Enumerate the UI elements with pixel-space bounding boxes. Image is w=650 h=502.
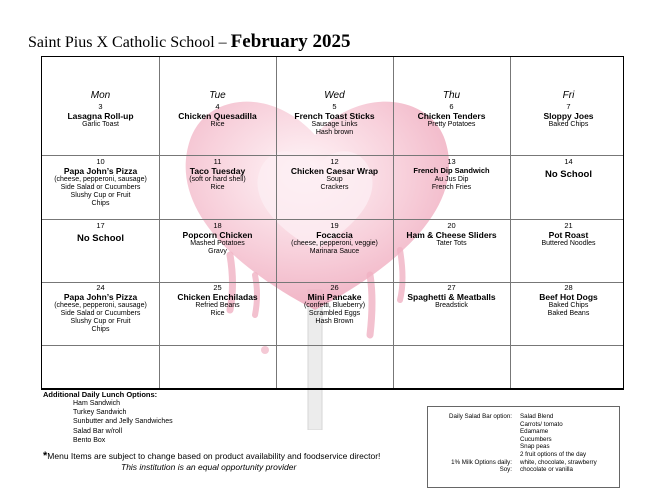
- entree: Mini Pancake: [307, 292, 362, 302]
- side-item: Hash brown: [315, 129, 354, 136]
- day-cell: [276, 103, 393, 137]
- day-cell: [42, 284, 159, 334]
- day-cell: [510, 158, 627, 180]
- list-item: Bento Box: [73, 436, 106, 444]
- entree: Taco Tuesday: [189, 166, 246, 176]
- equal-opportunity-statement: This institution is an equal opportunity provider: [121, 462, 297, 472]
- day-cell: [393, 158, 510, 192]
- list-item: Turkey Sandwich: [73, 409, 127, 417]
- additional-options-title: Additional Daily Lunch Options:: [43, 390, 158, 399]
- entree: Papa John’s Pizza: [63, 292, 138, 302]
- month-title: February 2025: [230, 31, 351, 52]
- entree: Chicken Tenders: [417, 111, 486, 121]
- side-item: Garlic Toast: [82, 121, 119, 128]
- no-school-label: No School: [77, 233, 124, 244]
- entree: Ham & Cheese Sliders: [406, 230, 497, 240]
- day-cell: [276, 284, 393, 326]
- day-number: 7: [566, 102, 571, 111]
- salad-bar-box: [427, 406, 620, 488]
- dayname-mon: Mon: [90, 90, 111, 101]
- entree: Sloppy Joes: [543, 111, 594, 121]
- page-title: [28, 31, 350, 53]
- side-item: Mashed Potatoes: [190, 240, 245, 247]
- salad-item: Cucumbers: [520, 435, 552, 443]
- day-number: 13: [447, 157, 456, 166]
- day-number: 14: [564, 157, 573, 166]
- side-item: Side Salad or Cucumbers: [60, 310, 141, 317]
- milk-label: 1% Milk Options daily:: [451, 458, 512, 466]
- note-text: Menu Items are subject to change based on product availability and foodservice director!: [47, 451, 381, 461]
- side-item: Soup: [326, 176, 343, 183]
- day-cell: [159, 284, 276, 318]
- day-number: 26: [330, 283, 339, 292]
- day-cell: [276, 158, 393, 192]
- side-item: Breadstick: [435, 302, 468, 309]
- list-item: Ham Sandwich: [73, 400, 121, 407]
- entree: Spaghetti & Meatballs: [407, 292, 496, 302]
- entree: Popcorn Chicken: [182, 230, 253, 240]
- day-number: 4: [215, 102, 220, 111]
- day-cell: [159, 222, 276, 256]
- side-item: Refried Beans: [195, 302, 240, 309]
- day-number: 10: [96, 157, 105, 166]
- day-cell: [393, 284, 510, 310]
- side-item: Rice: [210, 310, 225, 317]
- entree: Pot Roast: [548, 230, 589, 240]
- day-cell: [159, 158, 276, 192]
- entree: Beef Hot Dogs: [539, 292, 598, 302]
- dayname-wed: Wed: [324, 90, 345, 101]
- dayname-thu: Thu: [442, 90, 461, 101]
- day-number: 27: [447, 283, 456, 292]
- day-number: 5: [332, 102, 337, 111]
- side-item: Sausage Links: [311, 121, 358, 128]
- day-number: 24: [96, 283, 105, 292]
- side-item: Chips: [91, 200, 110, 207]
- entree: Chicken Quesadilla: [178, 111, 257, 121]
- entree: French Toast Sticks: [294, 111, 375, 121]
- entree: Lasagna Roll-up: [67, 111, 134, 121]
- day-cell: [42, 158, 159, 208]
- menu-change-note: [43, 450, 380, 462]
- asterisk: *: [43, 450, 48, 462]
- day-number: 20: [447, 221, 456, 230]
- day-number: 6: [449, 102, 454, 111]
- side-item: Baked Chips: [548, 302, 589, 309]
- side-item: (confetti, Blueberry): [303, 302, 366, 309]
- salad-bar-label: Daily Salad Bar option:: [449, 413, 512, 420]
- side-item: Side Salad or Cucumbers: [60, 184, 141, 191]
- soy-value: chocolate or vanilla: [520, 466, 573, 474]
- side-item: Pretty Potatoes: [427, 121, 476, 128]
- dayname-tue: Tue: [209, 90, 226, 101]
- side-item: Rice: [210, 121, 225, 128]
- side-item: (cheese, pepperoni, sausage): [54, 302, 147, 309]
- day-cell: [510, 284, 627, 318]
- salad-item: Snap peas: [520, 443, 550, 451]
- day-cell: [510, 103, 627, 129]
- side-item: (cheese, pepperoni, sausage): [54, 176, 147, 183]
- day-cell: [276, 222, 393, 256]
- side-item: Baked Chips: [548, 121, 589, 128]
- side-item: Au Jus Dip: [434, 176, 469, 183]
- side-item: Tater Tots: [436, 240, 467, 247]
- side-item: Rice: [210, 184, 225, 191]
- salad-item: 2 fruit options of the day: [520, 451, 587, 458]
- side-item: French Fries: [431, 184, 472, 191]
- salad-item: Salad Blend: [520, 413, 554, 420]
- milk-value: white, chocolate, strawberry: [520, 458, 597, 466]
- entree: Chicken Enchiladas: [177, 292, 258, 302]
- side-item: (cheese, pepperoni, veggie): [291, 240, 378, 247]
- entree: Focaccia: [316, 230, 353, 240]
- side-item: Gravy: [208, 248, 227, 255]
- day-cell: [42, 222, 159, 244]
- soy-label: Soy:: [499, 466, 512, 474]
- day-number: 3: [98, 102, 103, 111]
- dayname-fri: Fri: [562, 90, 575, 101]
- day-number: 18: [213, 221, 222, 230]
- day-number: 17: [96, 221, 105, 230]
- day-number: 12: [330, 157, 339, 166]
- side-item: Slushy Cup or Fruit: [70, 318, 131, 325]
- additional-options-list: [73, 399, 173, 445]
- day-cell: [510, 222, 627, 248]
- list-item: Salad Bar w/roll: [73, 427, 123, 435]
- side-item: Marinara Sauce: [309, 248, 360, 255]
- side-item: Crackers: [320, 184, 349, 191]
- side-item: Baked Beans: [547, 310, 590, 317]
- side-item: Hash Brown: [315, 318, 354, 325]
- salad-item: Carrots/ tomato: [520, 420, 563, 428]
- side-item: (soft or hard shell): [189, 176, 246, 183]
- menu-calendar-grid: [41, 56, 624, 389]
- list-item: Sunbutter and Jelly Sandwiches: [73, 418, 173, 426]
- day-cell: [42, 103, 159, 129]
- school-name: Saint Pius X Catholic School –: [28, 34, 231, 51]
- day-number: 25: [213, 283, 222, 292]
- day-number: 11: [213, 157, 222, 166]
- no-school-label: No School: [545, 169, 592, 180]
- day-cell: [393, 222, 510, 248]
- day-cell: [393, 103, 510, 129]
- day-number: 28: [564, 283, 573, 292]
- side-item: Buttered Noodles: [541, 240, 596, 247]
- entree: Papa John’s Pizza: [63, 166, 138, 176]
- side-item: Chips: [91, 326, 110, 333]
- side-item: Slushy Cup or Fruit: [70, 192, 131, 199]
- day-number: 21: [564, 221, 573, 230]
- day-number: 19: [330, 221, 339, 230]
- entree: French Dip Sandwich: [413, 166, 490, 175]
- day-cell: [159, 103, 276, 129]
- side-item: Scrambled Eggs: [308, 310, 361, 317]
- entree: Chicken Caesar Wrap: [290, 166, 379, 176]
- salad-item: Edamame: [520, 428, 549, 436]
